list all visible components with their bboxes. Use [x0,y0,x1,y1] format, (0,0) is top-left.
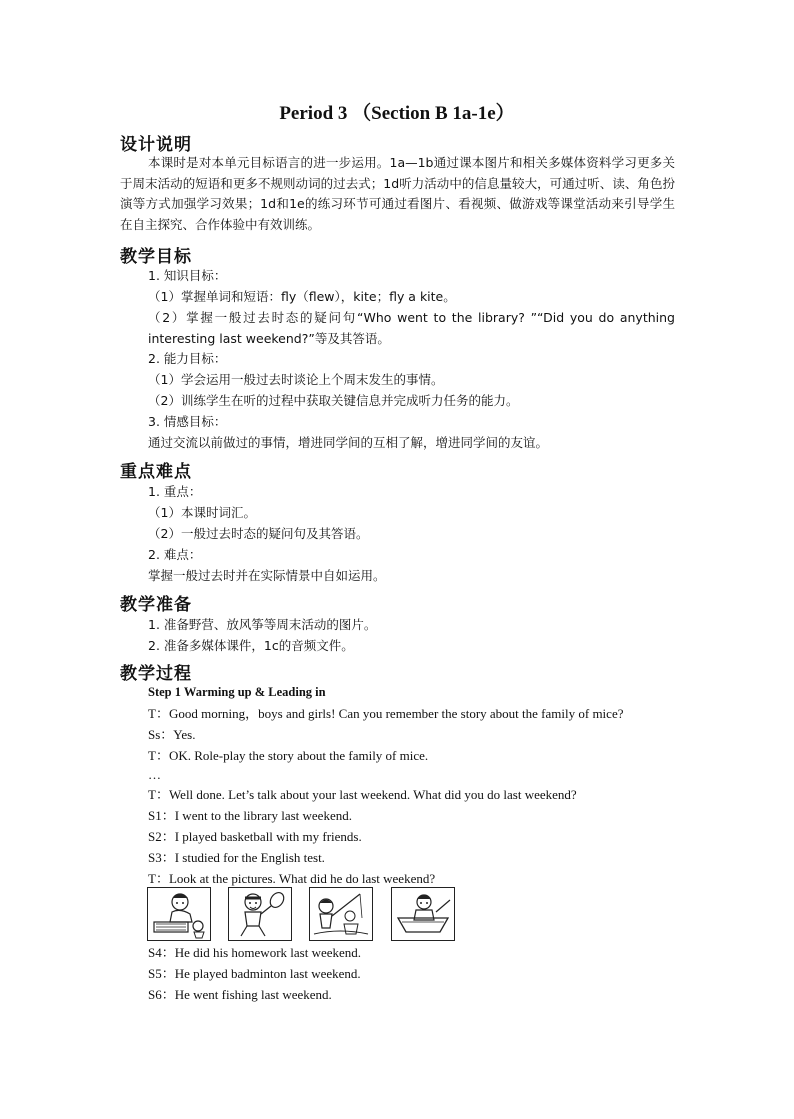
dialogue-line: Ss：Yes. [148,727,196,742]
dialogue-line: S4：He did his homework last weekend. [148,945,362,960]
key-label: 1. 重点： [148,484,202,499]
goal-ability-label: 2. 能力目标： [148,351,227,366]
dialogue-line: S1：I went to the library last weekend. [148,808,352,823]
heading-process: 教学过程 [120,664,192,684]
dialogue-line: T：Look at the pictures. What did he do last weekend? [148,871,436,886]
design-paragraph: 本课时是对本单元目标语言的进一步运用。1a—1b通过课本图片和相关多媒体资料学习更多关于周末活动的短语和更多不规则动词的过去式；1d听力活动中的信息量较大，可通过听、读、角色扮演等方式加强学习效果；1d和1e的练习环节可通过看图片、看视频、做游戏等课堂活动来引导学生在自主探究、合作体验中有效训练。 [120,155,675,232]
dialogue-line: S6：He went fishing last weekend. [148,987,332,1002]
dialogue-line: T：Well done. Let’s talk about your last weekend. What did you do last weekend? [148,787,577,802]
difficulty-label: 2. 难点： [148,547,202,562]
boating-picture [391,887,455,941]
page-title: Period 3 （Section B 1a-1e） [279,103,515,124]
dialogue-line: T：OK. Role-play the story about the family of mice. [148,748,429,763]
goal-ability-2: （2）训练学生在听的过程中获取关键信息并完成听力任务的能力。 [148,393,519,408]
goal-knowledge-2: （2）掌握一般过去时态的疑问句“Who went to the library? ”“Did you do anything interesting last weekend?”等及其答语。 [148,310,675,346]
prep-2: 2. 准备多媒体课件，1c的音频文件。 [148,638,354,653]
heading-keys: 重点难点 [120,462,192,482]
fishing-picture [309,887,373,941]
dialogue-line: S3：I studied for the English test. [148,850,325,865]
dialogue-line: S2：I played basketball with my friends. [148,829,362,844]
dialogue-line: … [148,767,161,782]
heading-goals: 教学目标 [120,247,192,267]
key-1: （1）本课时词汇。 [148,505,256,520]
homework-picture [147,887,211,941]
heading-design: 设计说明 [120,135,192,155]
goal-knowledge-label: 1. 知识目标： [148,268,227,283]
goal-ability-1: （1）学会运用一般过去时谈论上个周末发生的事情。 [148,372,444,387]
goal-knowledge-1: （1）掌握单词和短语：fly（flew），kite；fly a kite。 [148,289,456,304]
dialogue-line: T：Good morning，boys and girls! Can you remember the story about the family of mice? [148,706,624,721]
key-2: （2）一般过去时态的疑问句及其答语。 [148,526,369,541]
dialogue-line: S5：He played badminton last weekend. [148,966,361,981]
badminton-picture [228,887,292,941]
difficulty-1: 掌握一般过去时并在实际情景中自如运用。 [148,568,386,583]
goal-emotion-label: 3. 情感目标： [148,414,227,429]
goal-emotion-1: 通过交流以前做过的事情，增进同学间的互相了解，增进同学间的友谊。 [148,435,549,450]
heading-prep: 教学准备 [120,595,192,615]
step-1-title: Step 1 Warming up & Leading in [148,685,326,699]
prep-1: 1. 准备野营、放风筝等周末活动的图片。 [148,617,377,632]
